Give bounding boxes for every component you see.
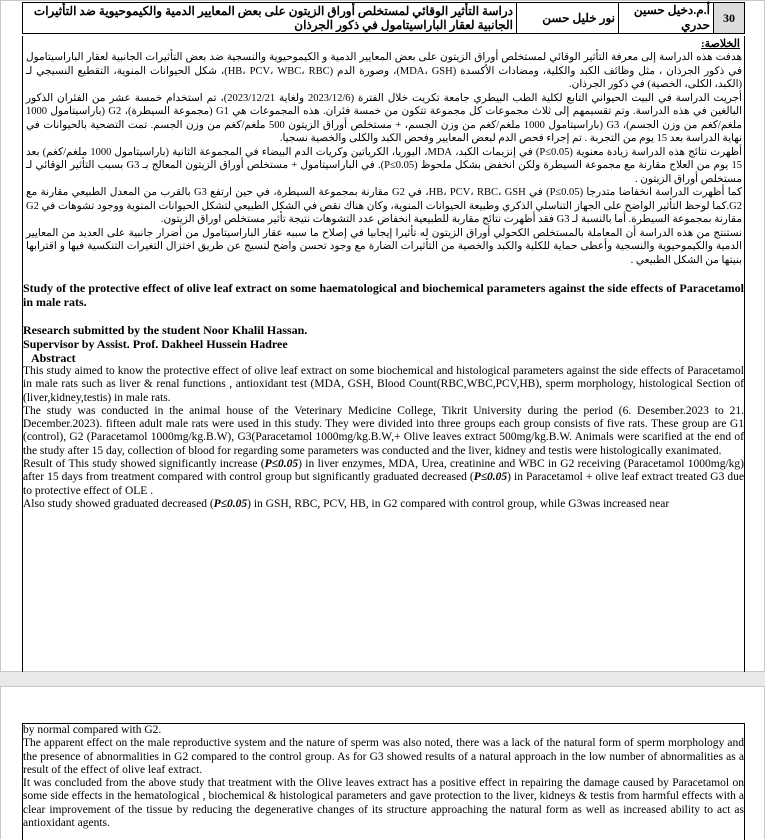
thesis-header-table <box>22 2 745 34</box>
english-paragraph-3: Result of This study showed significantly increase (P≤0.05) in liver enzymes, MDA, Urea, creatinine and WBC in G2 receiving (Paracetamol 1000mg/kg) after 15 days from treatment compared with control group but significantly graduated decreased (P≤0.05) in Paracetamol + olive leaf extract treated G3 due to protective effect of OLE . <box>23 458 744 497</box>
arabic-paragraph-3: أظهرت نتائج هذه الدراسة زيادة معنوية (P≤0.05) في إنزيمات الكبد، MDA، اليوريا، الكرياتين وكريات الدم البيضاء في المجموعة الثانية (باراسيتامول 1000 ملغم/كغم) بعد 15 يوم من العلاج مقارنة مع مجموعة السيطرة ولكن انخفض بشكل ملحوظ (P≤0.05). في الباراسيتامول + مستخلص أوراق الزيتون المعالج بـ G3 بسبب التأثير الوقائي لـ مستخلص أوراق الزيتون . <box>26 146 742 185</box>
english-paragraph-4-continued: by normal compared with G2. <box>23 724 162 736</box>
english-paragraph-6: It was concluded from the above study that treatment with the Olive leaves extract has a positive effect in repairing the damage caused by Paracetamol on some side effects in the hematological , biochemical & histological parameters and gave protection to the liver, kidneys & testis from harmful effects with a clear improvement of the tissue by reducing the degenerative changes of its structure approaching the natural form as well as increased ability to act as antioxidant agents. <box>23 777 744 830</box>
english-abstract <box>23 281 744 511</box>
arabic-title-cell: دراسة التأثير الوقائي لمستخلص أوراق الزيتون على بعض المعايير الدمية والكيموحيوية ضد التأثيرات الجانبية لعقار الباراسيتامول في ذكور الجرذان <box>23 3 517 34</box>
abstract-box <box>22 36 745 673</box>
page-gap <box>0 672 765 686</box>
supervisor-line: Supervisor by Assist. Prof. Dakheel Hussein Hadree <box>23 337 288 351</box>
arabic-summary-heading: الخلاصة: <box>701 38 740 50</box>
english-paragraph-4: Also study showed graduated decreased (P≤0.05) in GSH, RBC, PCV, HB, in G2 compared with control group, while G3was increased near <box>23 497 670 510</box>
p-value-1: P≤0.05 <box>264 458 299 471</box>
english-abstract-continued <box>23 724 744 830</box>
english-paragraph-5: The apparent effect on the male reproductive system and the nature of sperm was also noted, there was a lack of the natural form of sperm morphology and the presence of abnormalities in G2 compared to the control group. As for G3 showed results of a natural approach in the low number of abnormalities as a result of the effect of olive leaf extract. <box>23 737 744 776</box>
arabic-paragraph-5: نستنتج من هذه الدراسة أن المعاملة بالمستخلص الكحولي أوراق الزيتون له تأثيرا إيجابيا في إصلاح ما سببه عقار الباراسيتامول من أضرار جانبية على العديد من المعايير الدمية والكيموحيوية والنسجية وأعطى حماية للكلية والكبد والخصية من التأثيرات الضارة مع وجود تحسن واضح لنسيج عن طريق اختزال التغيرات التنكسية فيها و اقترابها بنيتها من الشكل الطبيعي . <box>26 227 742 266</box>
abstract-heading: Abstract <box>31 351 76 365</box>
entry-number-cell: 30 <box>714 3 745 34</box>
document-page-2 <box>0 686 765 839</box>
student-name-cell: نور خليل حسن <box>517 3 619 34</box>
english-title: Study of the protective effect of olive leaf extract on some haematological and biochemical parameters against the side effects of Paracetamol in male rats. <box>23 281 744 309</box>
english-paragraph-2: The study was conducted in the animal house of the Veterinary Medicine College, Tikrit University during the period (6. Desember.2023 to 21. December.2023). fifteen adult male rats were used in this study. They were divided into three groups each group consists of five rats. These group are G1 (control), G2 (Paracetamol 1000mg/kg.B.W), G3(Paracetamol 1000mg/kg.B.W,+ Olive leaves extract 500mg/kg.B.W. Animals were scarified at the end of the study after 15 day, collection of blood for regarding some parameters was conducted and the liver, kidney and testis were histologically exanimated. <box>23 404 744 457</box>
p-value-2: P≤0.05 <box>473 471 508 484</box>
abstract-box-continued <box>22 723 745 840</box>
english-paragraph-1: This study aimed to know the protective effect of olive leaf extract on some biochemical and histological parameters against the side effects of Paracetamol in male rats such as liver & renal functions , antioxidant test (MDA, GSH, Blood Count(RBC,WBC,PCV,HB), sperm morphology, histological Section of (liver,kidney,testis) in male rats. <box>23 365 744 404</box>
arabic-paragraph-2: أجريت الدراسة في البيت الحيواني التابع لكلية الطب البيطري جامعة تكريت خلال الفترة (2023/12/6 ولغاية 2023/12/21)، تم استخدام خمسة عشر من الفئران الذكور البالغين في هذه الدراسة. وتم تقسيمهم إلى ثلاث مجموعات كل مجموعة تتكون من خمسة فئران. هذه المجموعات هي G1 (مجموعة السيطرة)، G2 (باراسيتامول 1000 ملغم/كغم من وزن الجسم)، G3 (باراسيتامول 1000 ملغم/كغم من وزن الجسم، + مستخلص أوراق الزيتون 500 ملغم/كغم من وزن الجسم. تمت التضحية بالحيوانات في نهاية الدراسة بعد 15 يوم من التجربة . تم إجراء فحص الدم لبعض المعايير وفحص الكبد والكلى والخصية نسجيا. <box>26 92 742 144</box>
p-value-3: P≤0.05 <box>213 497 248 510</box>
arabic-paragraph-4: كما أظهرت الدراسة انخفاضا متدرجا (P≤0.05) في HB، PCV، RBC، GSH، في G2 مقارنة بمجموعة السيطرة، في حين ارتفع G3 بالقرب من المعدل الطبيعي مقارنة مع G2.كما لوحظ التأثير الواضح على الجهاز التناسلي الذكري وطبيعة الحيوانات المنوية، وكان هناك نقص في الشكل الطبيعي لتشكل الحيوانات المنوية ووجود تشوهات في G2 مقارنة بمجموعة السيطرة. أما بالنسبة لـ G3 فقد أظهرت نتائج مقاربة للطبيعية انخفاض عدد التشوهات نتيجة تأثير مستخلص اوراق الزيتون. <box>26 187 742 225</box>
arabic-summary <box>23 51 744 267</box>
arabic-paragraph-1: هدفت هذه الدراسة إلى معرفة التأثير الوقائي لمستخلص أوراق الزيتون على بعض المعايير الدمية و الكيموحيوية والنسجية ضد بعض التأثيرات الجانبية لعقار الباراسيتامول في ذكور الجرذان ، مثل وظائف الكبد والكلية، ومضادات الأكسدة (MDA، GSH)، وصورة الدم (HB، PCV، WBC، RBC)، شكل الحيوانات المنوية، التقطيع النسيجي لـ (الكبد، الكلى، الخصية) في ذكور الجرذان. <box>26 52 742 90</box>
supervisor-name-cell: أ.م.دخيل حسين حدري <box>619 3 714 34</box>
researcher-line: Research submitted by the student Noor Khalil Hassan. <box>23 323 308 337</box>
